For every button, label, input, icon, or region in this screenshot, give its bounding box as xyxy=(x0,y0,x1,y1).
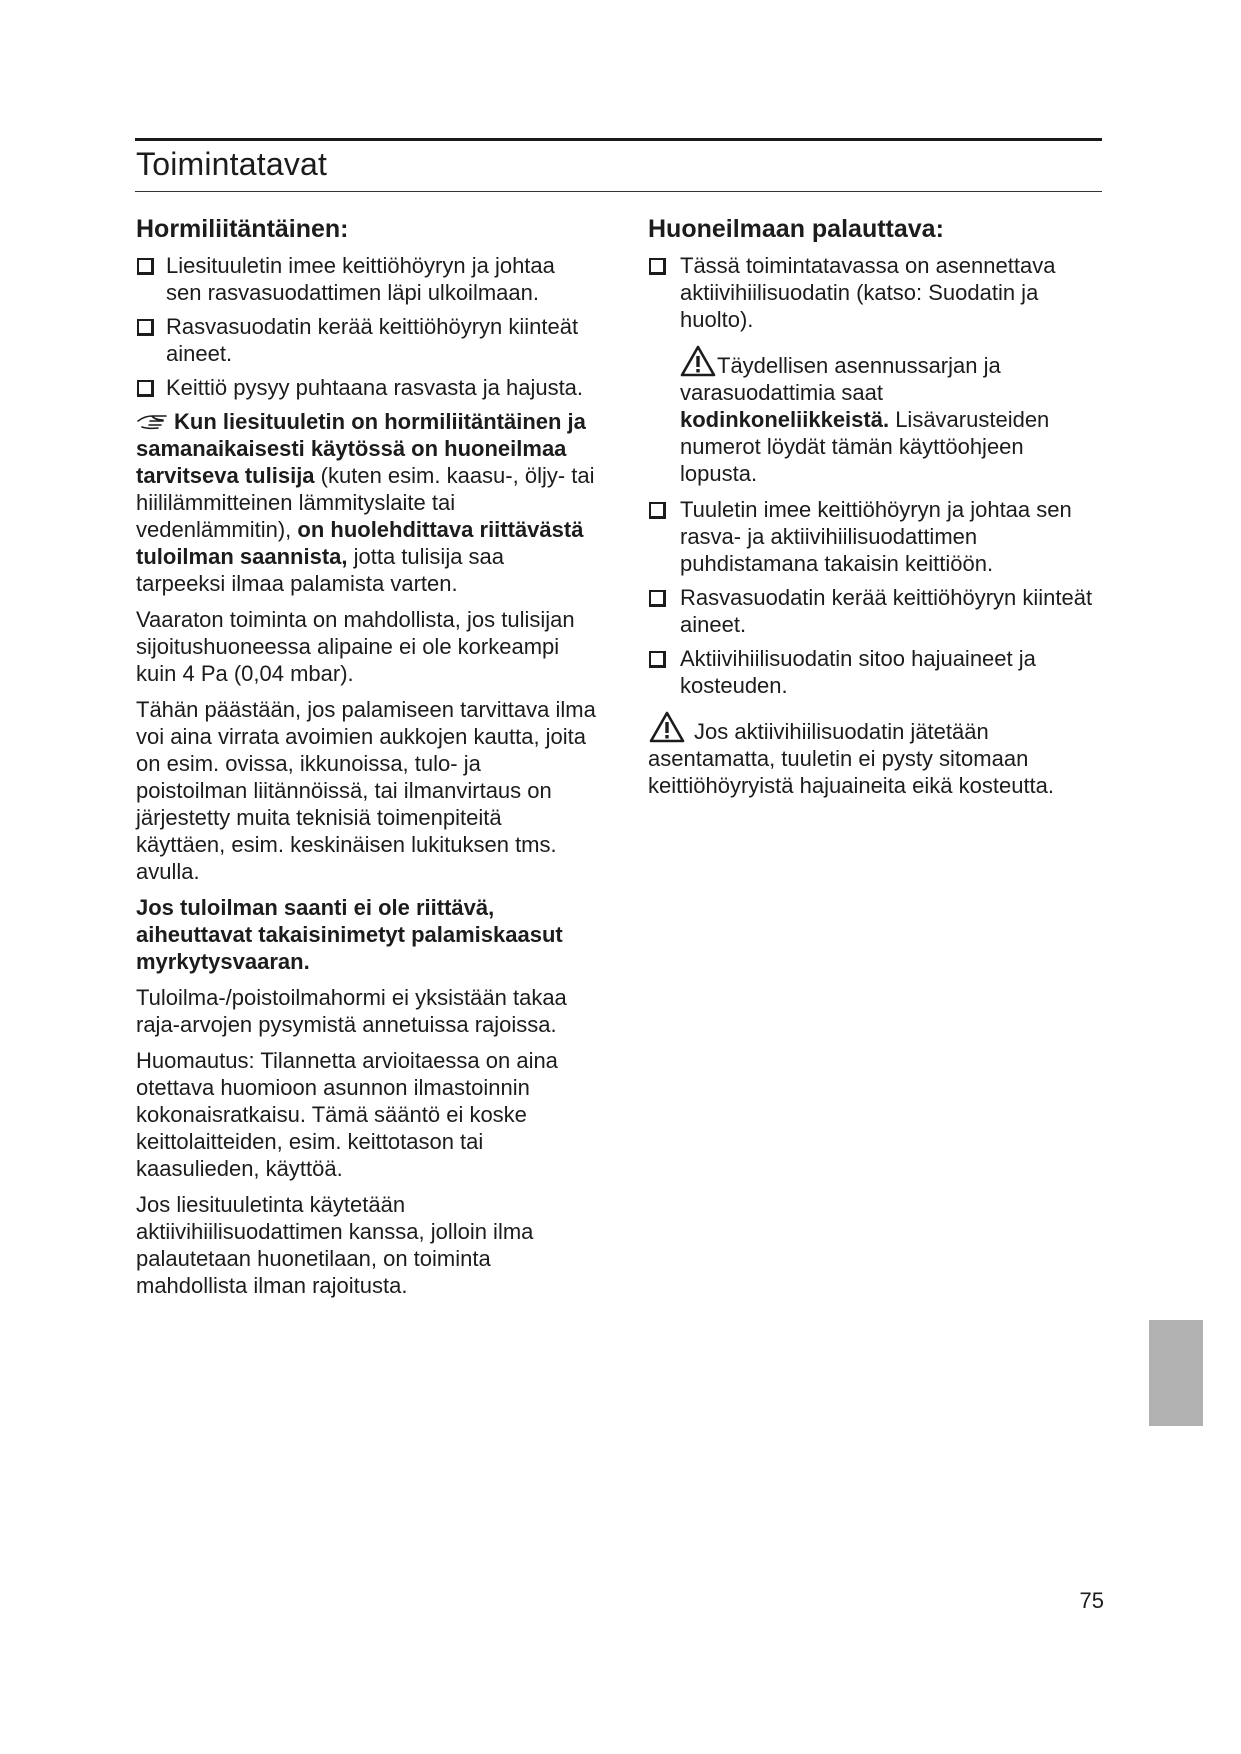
section-tab xyxy=(1149,1320,1203,1426)
right-column xyxy=(648,212,1098,808)
warning-triangle-icon xyxy=(648,711,686,743)
paragraph: Vaaraton toiminta on mahdollista, jos tulisijan sijoitushuoneessa alipaine ei ole korkeampi kuin 4 Pa (0,04 mbar). xyxy=(136,607,575,686)
header-rule-bottom xyxy=(135,191,1102,192)
checkbox-bullet-icon xyxy=(649,590,666,607)
page-number: 75 xyxy=(1079,1588,1104,1613)
warning-text-2: Lisävarusteiden numerot löydät tämän käyttöohjeen lopusta. xyxy=(680,407,1050,486)
list-item xyxy=(648,645,1098,699)
list-item xyxy=(136,313,596,367)
note-bold-2: on huolehdittava riittävästä tuloilman saannista, xyxy=(136,517,584,569)
checkbox-bullet-icon xyxy=(137,319,154,336)
list-item xyxy=(648,584,1098,638)
paragraph: Tähän päästään, jos palamiseen tarvittava ilma voi aina virrata avoimien aukkojen kautta, joita on esim. ovissa, ikkunoissa, tulo- ja poistoilman liitännöissä, tai ilmanvirtaus on järjestetty muita teknisiä toimenpiteitä käyttäen, esim. keskinäisen lukituksen tms. avulla. xyxy=(136,697,596,884)
note-text-1: (kuten esim. kaasu-, öljy- tai hiililämmitteinen lämmityslaite tai vedenlämmitin), xyxy=(136,463,595,542)
list-item-text: Tässä toimintatavassa on asennettava aktiivihiilisuodatin (katso: Suodatin ja huolto). xyxy=(680,253,1056,332)
pointing-hand-icon xyxy=(136,412,170,430)
checkbox-bullet-icon xyxy=(649,502,666,519)
checkbox-bullet-icon xyxy=(137,258,154,275)
warning-text-1: Täydellisen asennussarjan ja varasuodattimia saat xyxy=(680,353,1001,405)
header-rule-top xyxy=(135,138,1102,141)
warning-note-2 xyxy=(648,711,1098,799)
warning-note xyxy=(648,345,1098,487)
left-column xyxy=(136,212,596,1308)
warning-2-text: Jos aktiivihiilisuodatin jätetään asentamatta, tuuletin ei pysty sitomaan keittiöhöyryistä hajuaineita eikä kosteutta. xyxy=(648,719,1055,798)
list-item-text: Aktiivihiilisuodatin sitoo hajuaineet ja kosteuden. xyxy=(680,646,1036,698)
list-item xyxy=(648,496,1098,577)
checkbox-bullet-icon xyxy=(649,258,666,275)
note-text-2: jotta tulisija saa tarpeeksi ilmaa palamista varten. xyxy=(136,544,505,596)
paragraph: Huomautus: Tilannetta arvioitaessa on aina otettava huomioon asunnon ilmastoinnin kokonaisratkaisu. Tämä sääntö ei koske keittolaitteiden, esim. keittotason tai kaasulieden, käyttöä. xyxy=(136,1048,558,1181)
checkbox-bullet-icon xyxy=(137,380,154,397)
paragraph: Tuloilma-/poistoilmahormi ei yksistään takaa raja-arvojen pysymistä annetuissa rajoissa. xyxy=(136,985,567,1037)
list-item-text: Liesituuletin imee keittiöhöyryn ja johtaa sen rasvasuodattimen läpi ulkoilmaan. xyxy=(166,253,555,305)
warning-bold: kodinkoneliikkeistä. xyxy=(680,407,890,432)
warning-paragraph: Jos tuloilman saanti ei ole riittävä, aiheuttavat takaisinimetyt palamiskaasut myrkytysvaaran. xyxy=(136,895,563,974)
list-item-text: Keittiö pysyy puhtaana rasvasta ja hajusta. xyxy=(166,375,584,400)
warning-triangle-icon xyxy=(680,345,716,377)
list-item xyxy=(136,374,596,401)
paragraph: Jos liesituuletinta käytetään aktiivihiilisuodattimen kanssa, jolloin ilma palautetaan huonetilaan, on toiminta mahdollista ilman rajoitusta. xyxy=(136,1192,534,1298)
list-item-text: Rasvasuodatin kerää keittiöhöyryn kiinteät aineet. xyxy=(680,585,1093,637)
list-item xyxy=(648,252,1098,333)
list-item-text: Tuuletin imee keittiöhöyryn ja johtaa sen rasva- ja aktiivihiilisuodattimen puhdistamana takaisin keittiöön. xyxy=(680,497,1072,576)
checkbox-bullet-icon xyxy=(649,651,666,668)
list-item-text: Rasvasuodatin kerää keittiöhöyryn kiinteät aineet. xyxy=(166,314,579,366)
list-item xyxy=(136,252,596,306)
page-title: Toimintatavat xyxy=(136,146,328,182)
note-bold-1: Kun liesituuletin on hormiliitäntäinen ja samanaikaisesti käytössä on huoneilmaa tarvitseva tulisija xyxy=(136,409,586,488)
right-heading: Huoneilmaan palauttava: xyxy=(648,215,944,243)
left-heading: Hormiliitäntäinen: xyxy=(136,215,349,243)
hint-note xyxy=(136,408,596,597)
